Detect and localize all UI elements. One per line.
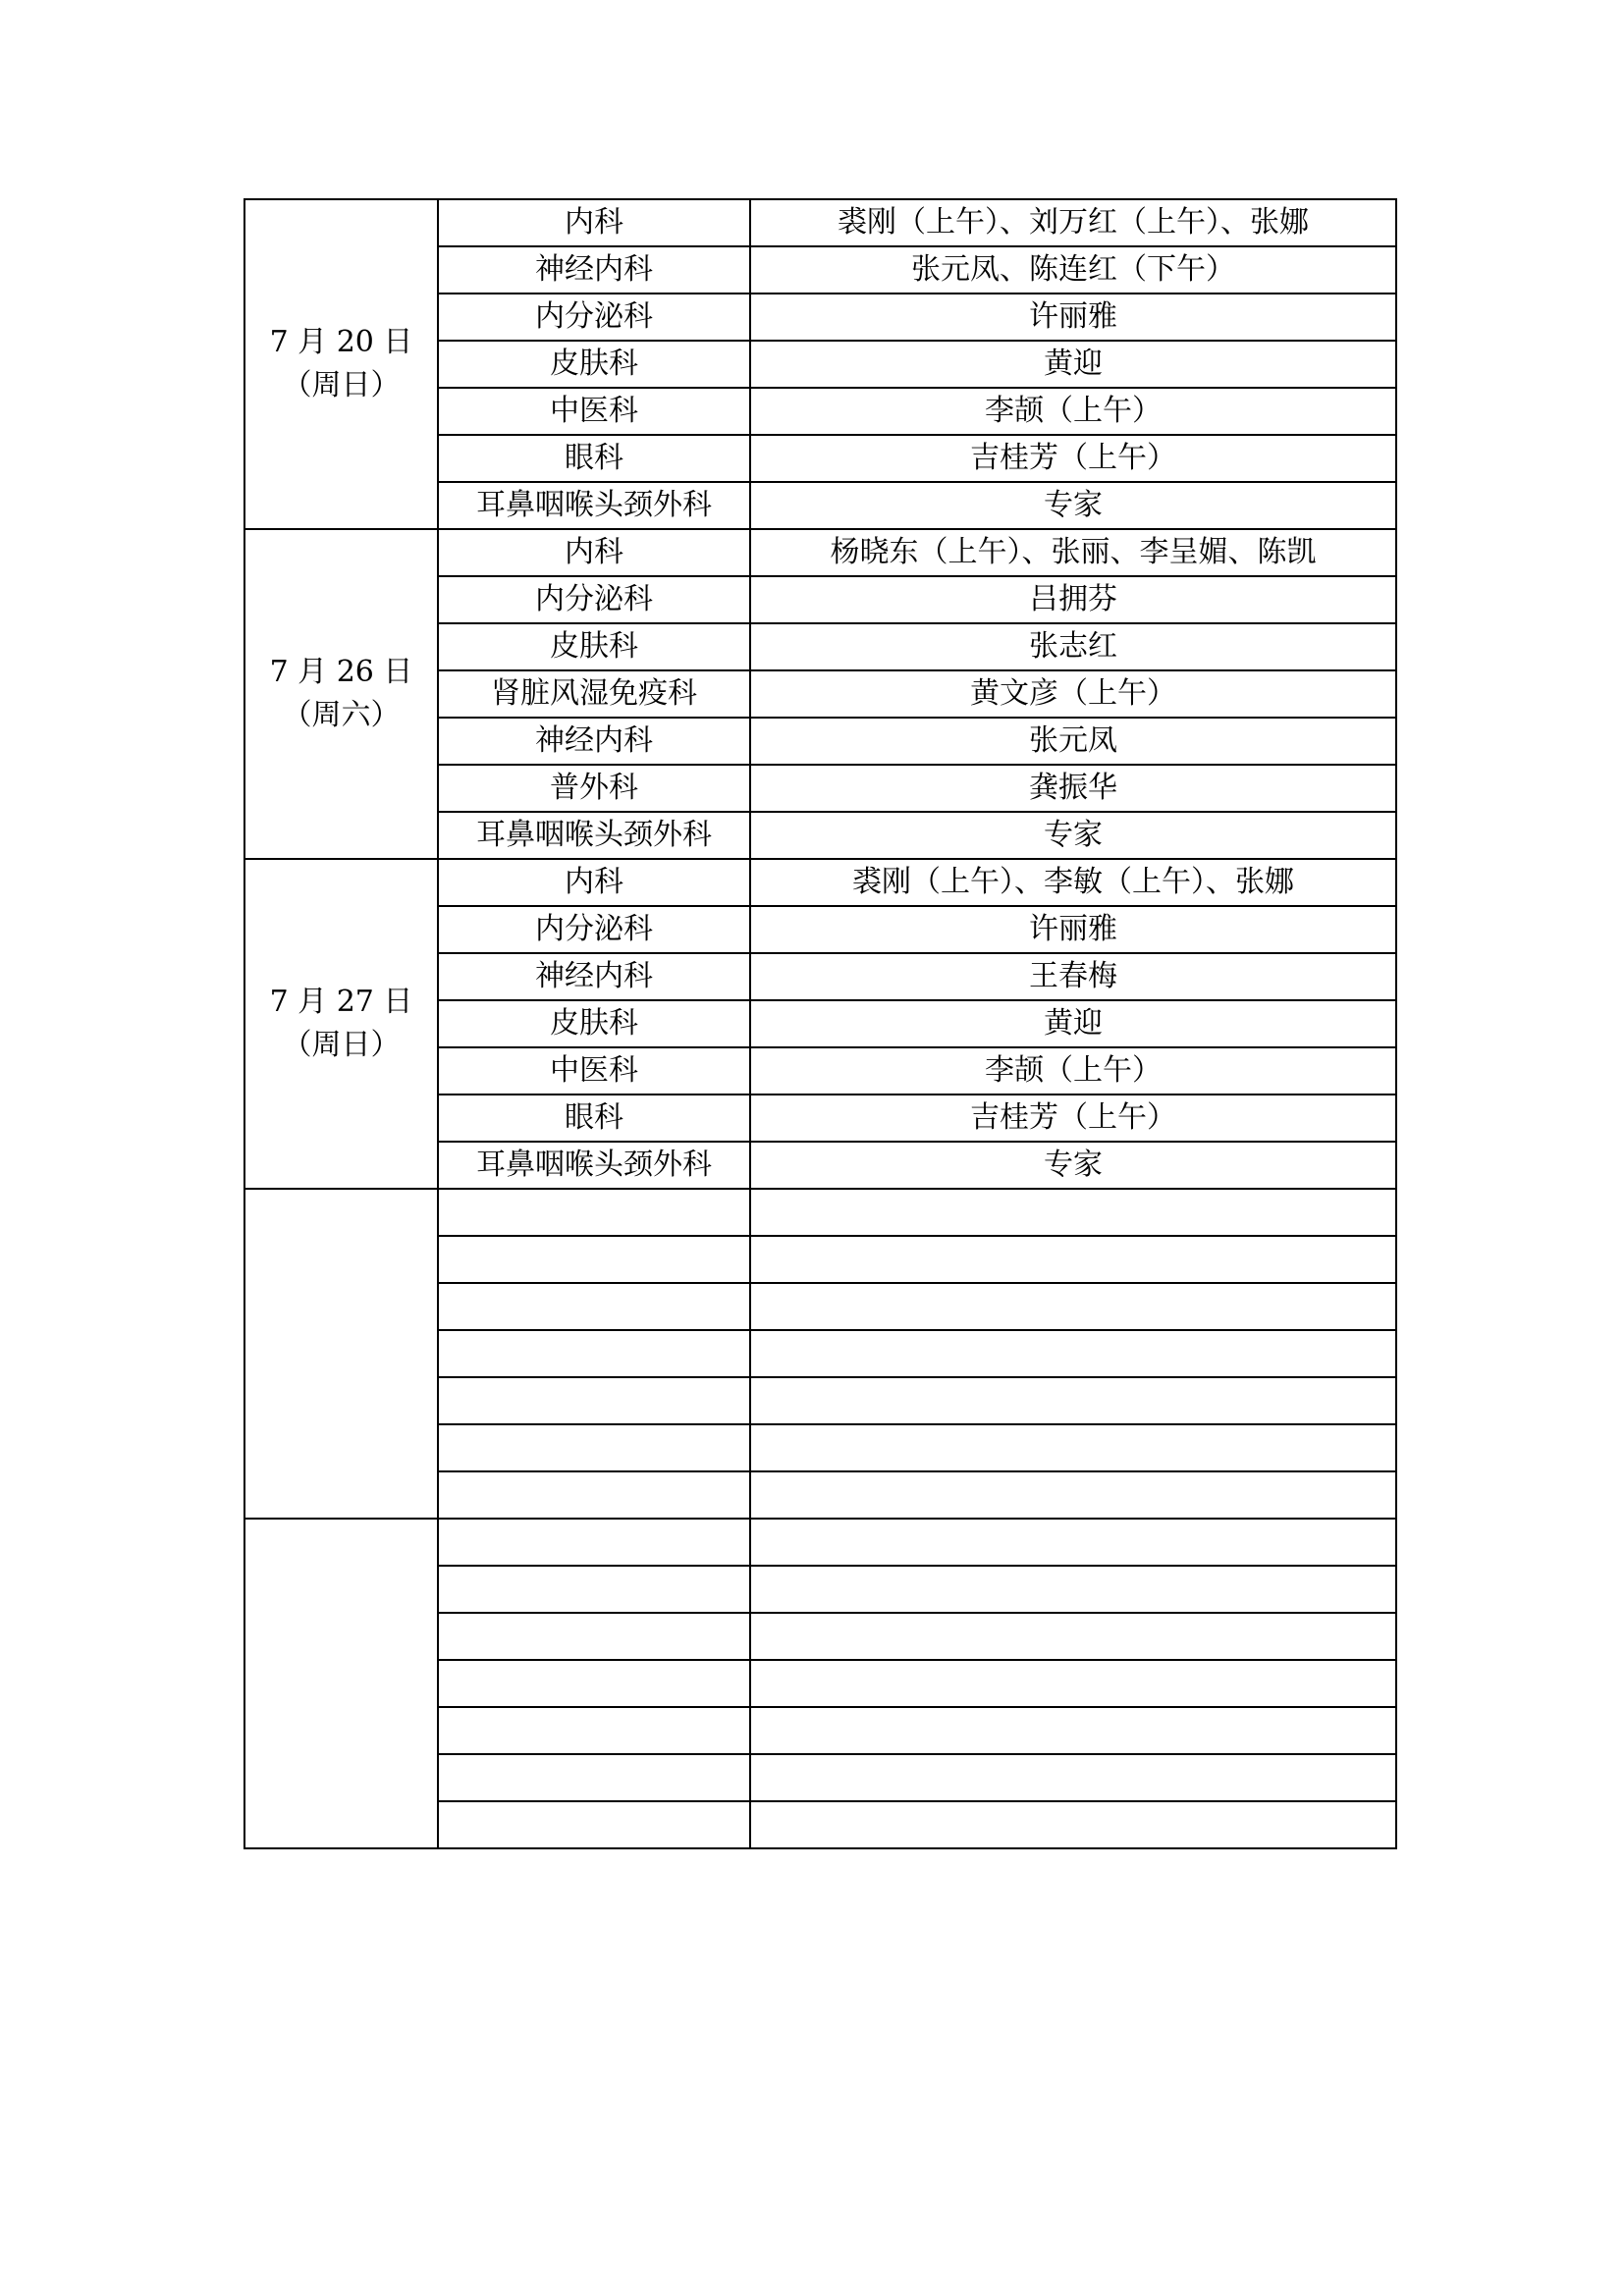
department-cell: [438, 1424, 750, 1471]
doctors-cell: [750, 1660, 1396, 1707]
doctors-cell: 黄文彦（上午）: [750, 670, 1396, 718]
department-cell: [438, 1283, 750, 1330]
doctors-cell: 张元凤: [750, 718, 1396, 765]
doctors-cell: 龚振华: [750, 765, 1396, 812]
doctors-cell: [750, 1424, 1396, 1471]
department-cell: 内分泌科: [438, 294, 750, 341]
doctors-cell: [750, 1471, 1396, 1519]
doctors-cell: 吉桂芳（上午）: [750, 435, 1396, 482]
department-cell: 眼科: [438, 435, 750, 482]
doctors-cell: [750, 1566, 1396, 1613]
department-cell: 皮肤科: [438, 1000, 750, 1047]
department-cell: [438, 1471, 750, 1519]
doctors-cell: 裘刚（上午）、李敏（上午）、张娜: [750, 859, 1396, 906]
doctors-cell: 王春梅: [750, 953, 1396, 1000]
doctors-cell: [750, 1189, 1396, 1236]
date-label: 7 月 26 日: [269, 655, 413, 689]
department-cell: [438, 1801, 750, 1848]
department-cell: [438, 1566, 750, 1613]
department-cell: [438, 1613, 750, 1660]
department-cell: 中医科: [438, 388, 750, 435]
department-cell: 神经内科: [438, 246, 750, 294]
schedule-body: [244, 199, 1396, 1848]
department-cell: 内分泌科: [438, 906, 750, 953]
date-cell: [244, 1519, 438, 1848]
table-row: [244, 859, 1396, 906]
department-cell: [438, 1377, 750, 1424]
department-cell: [438, 1519, 750, 1566]
department-cell: [438, 1707, 750, 1754]
doctors-cell: 吉桂芳（上午）: [750, 1095, 1396, 1142]
doctors-cell: 裘刚（上午）、刘万红（上午）、张娜: [750, 199, 1396, 246]
date-cell: [244, 529, 438, 859]
department-cell: [438, 1754, 750, 1801]
department-cell: 内科: [438, 859, 750, 906]
department-cell: 皮肤科: [438, 623, 750, 670]
table-row: [244, 1519, 1396, 1566]
department-cell: 神经内科: [438, 718, 750, 765]
date-label: 7 月 27 日: [269, 985, 413, 1019]
doctors-cell: 吕拥芬: [750, 576, 1396, 623]
schedule-table: [244, 198, 1397, 1849]
table-row: [244, 199, 1396, 246]
department-cell: 内分泌科: [438, 576, 750, 623]
doctors-cell: [750, 1283, 1396, 1330]
doctors-cell: 杨晓东（上午）、张丽、李呈媚、陈凯: [750, 529, 1396, 576]
date-cell: [244, 199, 438, 529]
doctors-cell: [750, 1330, 1396, 1377]
department-cell: 耳鼻咽喉头颈外科: [438, 1142, 750, 1189]
doctors-cell: 专家: [750, 482, 1396, 529]
doctors-cell: 张志红: [750, 623, 1396, 670]
department-cell: [438, 1330, 750, 1377]
doctors-cell: 许丽雅: [750, 294, 1396, 341]
department-cell: 皮肤科: [438, 341, 750, 388]
doctors-cell: [750, 1801, 1396, 1848]
date-cell: [244, 859, 438, 1189]
department-cell: [438, 1189, 750, 1236]
doctors-cell: [750, 1613, 1396, 1660]
table-row: [244, 1189, 1396, 1236]
doctors-cell: [750, 1377, 1396, 1424]
department-cell: 中医科: [438, 1047, 750, 1095]
doctors-cell: 许丽雅: [750, 906, 1396, 953]
doctors-cell: 专家: [750, 812, 1396, 859]
department-cell: 神经内科: [438, 953, 750, 1000]
weekday-label: （周日）: [282, 1028, 401, 1062]
doctors-cell: 张元凤、陈连红（下午）: [750, 246, 1396, 294]
department-cell: [438, 1236, 750, 1283]
doctors-cell: 李颉（上午）: [750, 1047, 1396, 1095]
table-row: [244, 529, 1396, 576]
doctors-cell: 李颉（上午）: [750, 388, 1396, 435]
department-cell: 肾脏风湿免疫科: [438, 670, 750, 718]
doctors-cell: [750, 1754, 1396, 1801]
department-cell: 内科: [438, 529, 750, 576]
department-cell: 内科: [438, 199, 750, 246]
department-cell: 耳鼻咽喉头颈外科: [438, 812, 750, 859]
doctors-cell: [750, 1236, 1396, 1283]
doctors-cell: [750, 1707, 1396, 1754]
doctors-cell: 黄迎: [750, 1000, 1396, 1047]
department-cell: [438, 1660, 750, 1707]
doctors-cell: [750, 1519, 1396, 1566]
weekday-label: （周日）: [282, 368, 401, 402]
weekday-label: （周六）: [282, 698, 401, 732]
doctors-cell: 专家: [750, 1142, 1396, 1189]
department-cell: 耳鼻咽喉头颈外科: [438, 482, 750, 529]
date-label: 7 月 20 日: [269, 325, 413, 359]
department-cell: 普外科: [438, 765, 750, 812]
doctors-cell: 黄迎: [750, 341, 1396, 388]
date-cell: [244, 1189, 438, 1519]
department-cell: 眼科: [438, 1095, 750, 1142]
